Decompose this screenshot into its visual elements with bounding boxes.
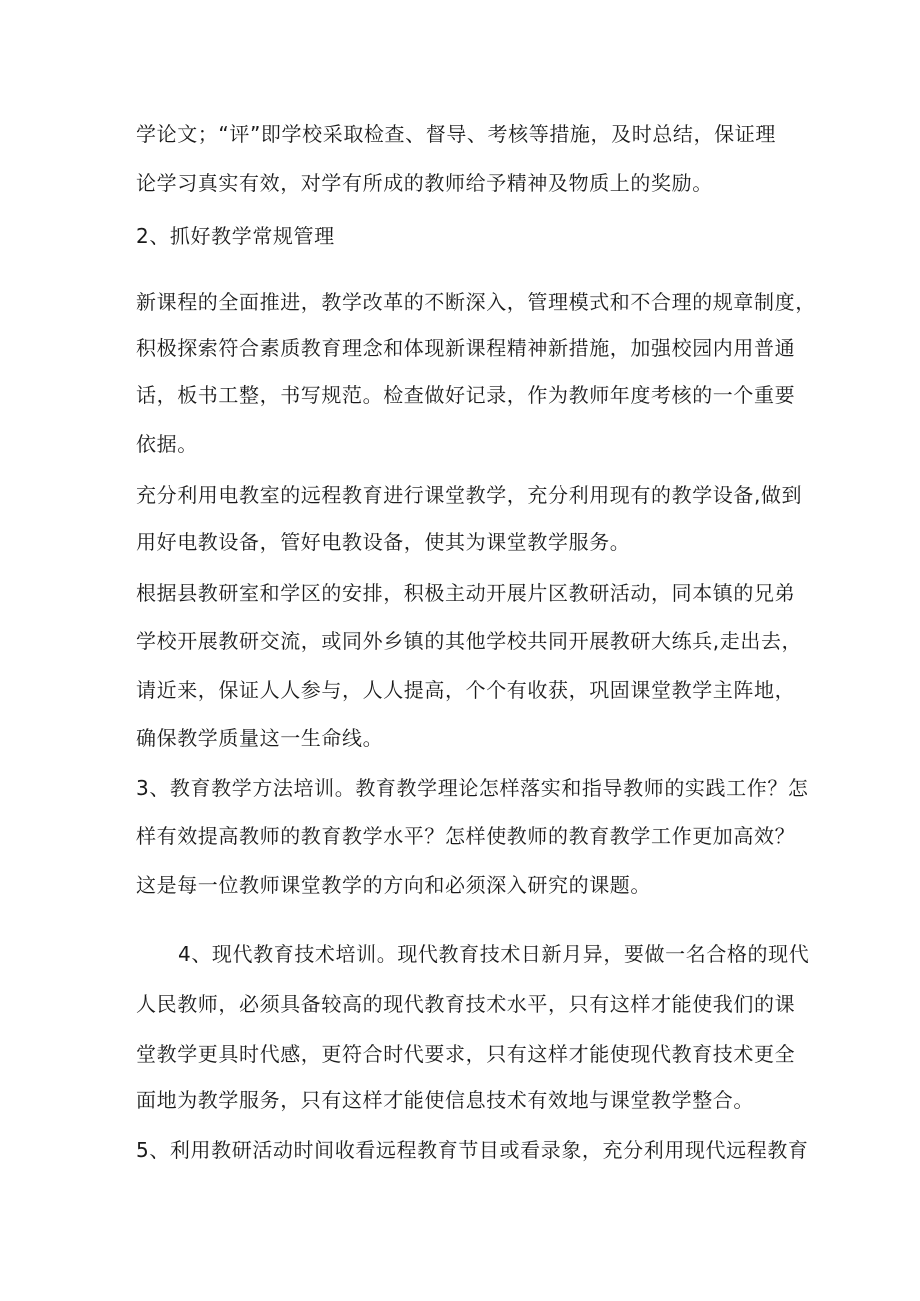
text-line: 用好电教设备，管好电教设备，使其为课堂教学服务。 (136, 530, 631, 554)
text-line: 确保教学质量这一生命线。 (136, 726, 384, 750)
text-line: 新课程的全面推进，教学改革的不断深入，管理模式和不合理的规章制度， (136, 290, 816, 314)
section-heading: 2、抓好教学常规管理 (136, 224, 335, 248)
text-line: 学校开展教研交流，或同外乡镇的其他学校共同开展教研大练兵,走出去， (136, 629, 803, 653)
text-line: 3、教育教学方法培训。教育教学理论怎样落实和指导教师的实践工作？怎 (136, 776, 809, 800)
text-line: 5、利用教研活动时间收看远程教育节目或看录象，充分利用现代远程教育 (136, 1138, 809, 1162)
text-line: 样有效提高教师的教育教学水平？怎样使教师的教育教学工作更加高效？ (136, 824, 796, 848)
text-line: 根据县教研室和学区的安排，积极主动开展片区教研活动，同本镇的兄弟 (136, 581, 796, 605)
text-line: 积极探索符合素质教育理念和体现新课程精神新措施，加强校园内用普通 (136, 336, 796, 360)
text-line: 话，板书工整，书写规范。检查做好记录，作为教师年度考核的一个重要 (136, 383, 796, 407)
text-line: 人民教师，必须具备较高的现代教育技术水平，只有这样才能使我们的课 (136, 992, 796, 1016)
text-line: 依据。 (136, 432, 198, 456)
text-line: 堂教学更具时代感，更符合时代要求，只有这样才能使现代教育技术更全 (136, 1042, 796, 1066)
text-line: 这是每一位教师课堂教学的方向和必须深入研究的课题。 (136, 873, 651, 897)
text-line: 请近来，保证人人参与，人人提高，个个有收获，巩固课堂教学主阵地， (136, 678, 796, 702)
text-line: 论学习真实有效，对学有所成的教师给予精神及物质上的奖励。 (136, 171, 713, 195)
text-line: 充分利用电教室的远程教育进行课堂教学，充分利用现有的教学设备,做到 (136, 483, 803, 507)
text-line: 学论文；“评”即学校采取检查、督导、考核等措施，及时总结，保证理 (136, 122, 776, 146)
text-line: 面地为教学服务，只有这样才能使信息技术有效地与课堂教学整合。 (136, 1088, 754, 1112)
text-line: 4、现代教育技术培训。现代教育技术日新月异，要做一名合格的现代 (178, 942, 810, 966)
